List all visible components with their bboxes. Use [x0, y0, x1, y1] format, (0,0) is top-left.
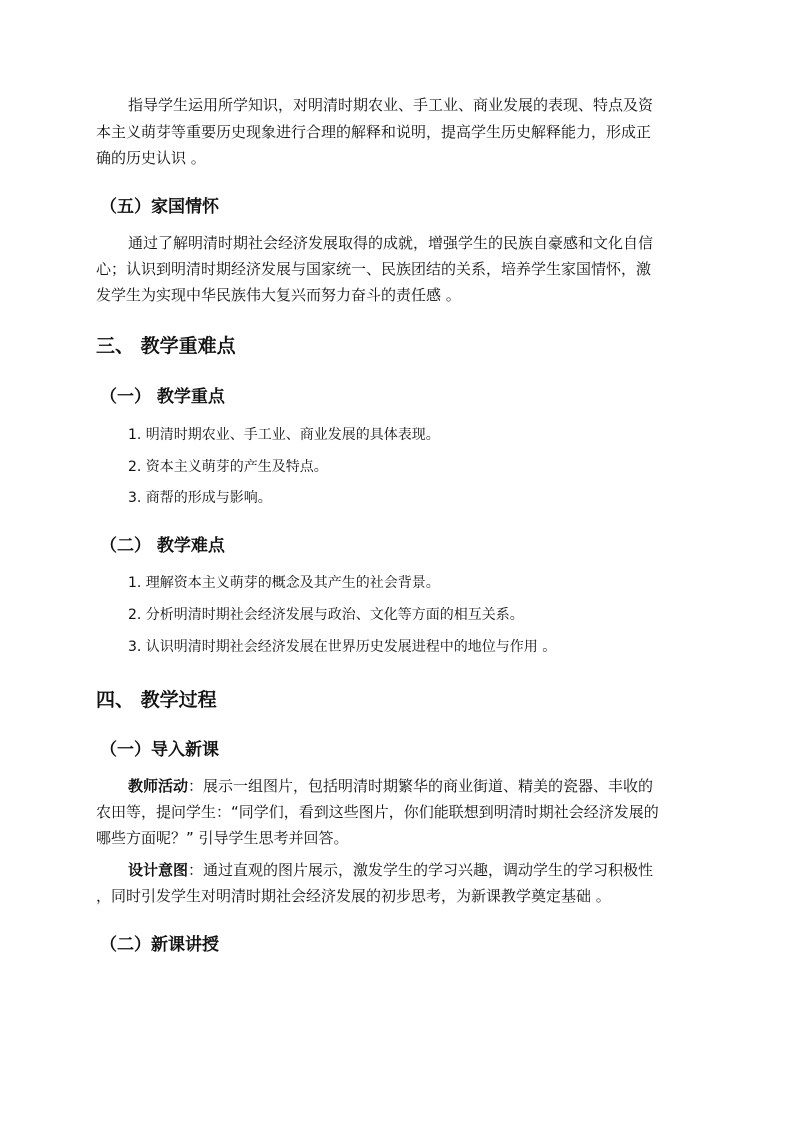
subsection-heading: （一） 教学重点	[100, 387, 225, 407]
subsection-heading: （二）新课讲授	[100, 935, 219, 955]
list-item: 3. 认识明清时期社会经济发展在世界历史发展进程中的地位与作用 。	[128, 639, 557, 655]
design-intent-label: 设计意图	[128, 861, 189, 879]
paragraph-line	[128, 860, 653, 881]
list-item: 1. 理解资本主义萌芽的概念及其产生的社会背景。	[128, 575, 440, 591]
paragraph-line: 心；认识到明清时期经济发展与国家统一、民族团结的关系，培养学生家国情怀，激	[96, 260, 652, 278]
paragraph-line: 哪些方面呢？” 引导学生思考并回答。	[96, 829, 349, 847]
chapter-heading-4: 四、 教学过程	[96, 689, 217, 711]
section-heading-5: （五）家国情怀	[100, 197, 219, 217]
paragraph-line: 农田等，提问学生：“同学们，看到这些图片，你们能联想到明清时期社会经济发展的	[96, 803, 659, 821]
design-intent-text: ：通过直观的图片展示，激发学生的学习兴趣，调动学生的学习积极性	[188, 861, 654, 879]
chapter-heading-3: 三、 教学重难点	[96, 335, 236, 357]
teacher-activity-label: 教师活动	[128, 777, 189, 795]
paragraph-line: 本主义萌芽等重要历史现象进行合理的解释和说明，提高学生历史解释能力，形成正	[96, 123, 652, 141]
paragraph-line: ，同时引发学生对明清时期社会经济发展的初步思考，为新课教学奠定基础 。	[96, 887, 611, 905]
paragraph-line: 确的历史认识 。	[96, 149, 206, 167]
paragraph-line: 发学生为实现中华民族伟大复兴而努力奋斗的责任感 。	[96, 286, 461, 304]
paragraph-line: 通过了解明清时期社会经济发展取得的成就，增强学生的民族自豪感和文化自信	[128, 234, 654, 252]
list-item: 1. 明清时期农业、手工业、商业发展的具体表现。	[128, 427, 440, 443]
subsection-heading: （一）导入新课	[100, 740, 219, 760]
subsection-heading: （二） 教学难点	[100, 536, 225, 556]
paragraph-line	[128, 776, 653, 797]
list-item: 2. 资本主义萌芽的产生及特点。	[128, 459, 328, 475]
list-item: 3. 商帮的形成与影响。	[128, 490, 272, 506]
paragraph-line: 指导学生运用所学知识，对明清时期农业、手工业、商业发展的表现、特点及资	[128, 96, 654, 114]
teacher-activity-text: ：展示一组图片，包括明清时期繁华的商业街道、精美的瓷器、丰收的	[188, 777, 654, 795]
list-item: 2. 分析明清时期社会经济发展与政治、文化等方面的相互关系。	[128, 607, 524, 623]
